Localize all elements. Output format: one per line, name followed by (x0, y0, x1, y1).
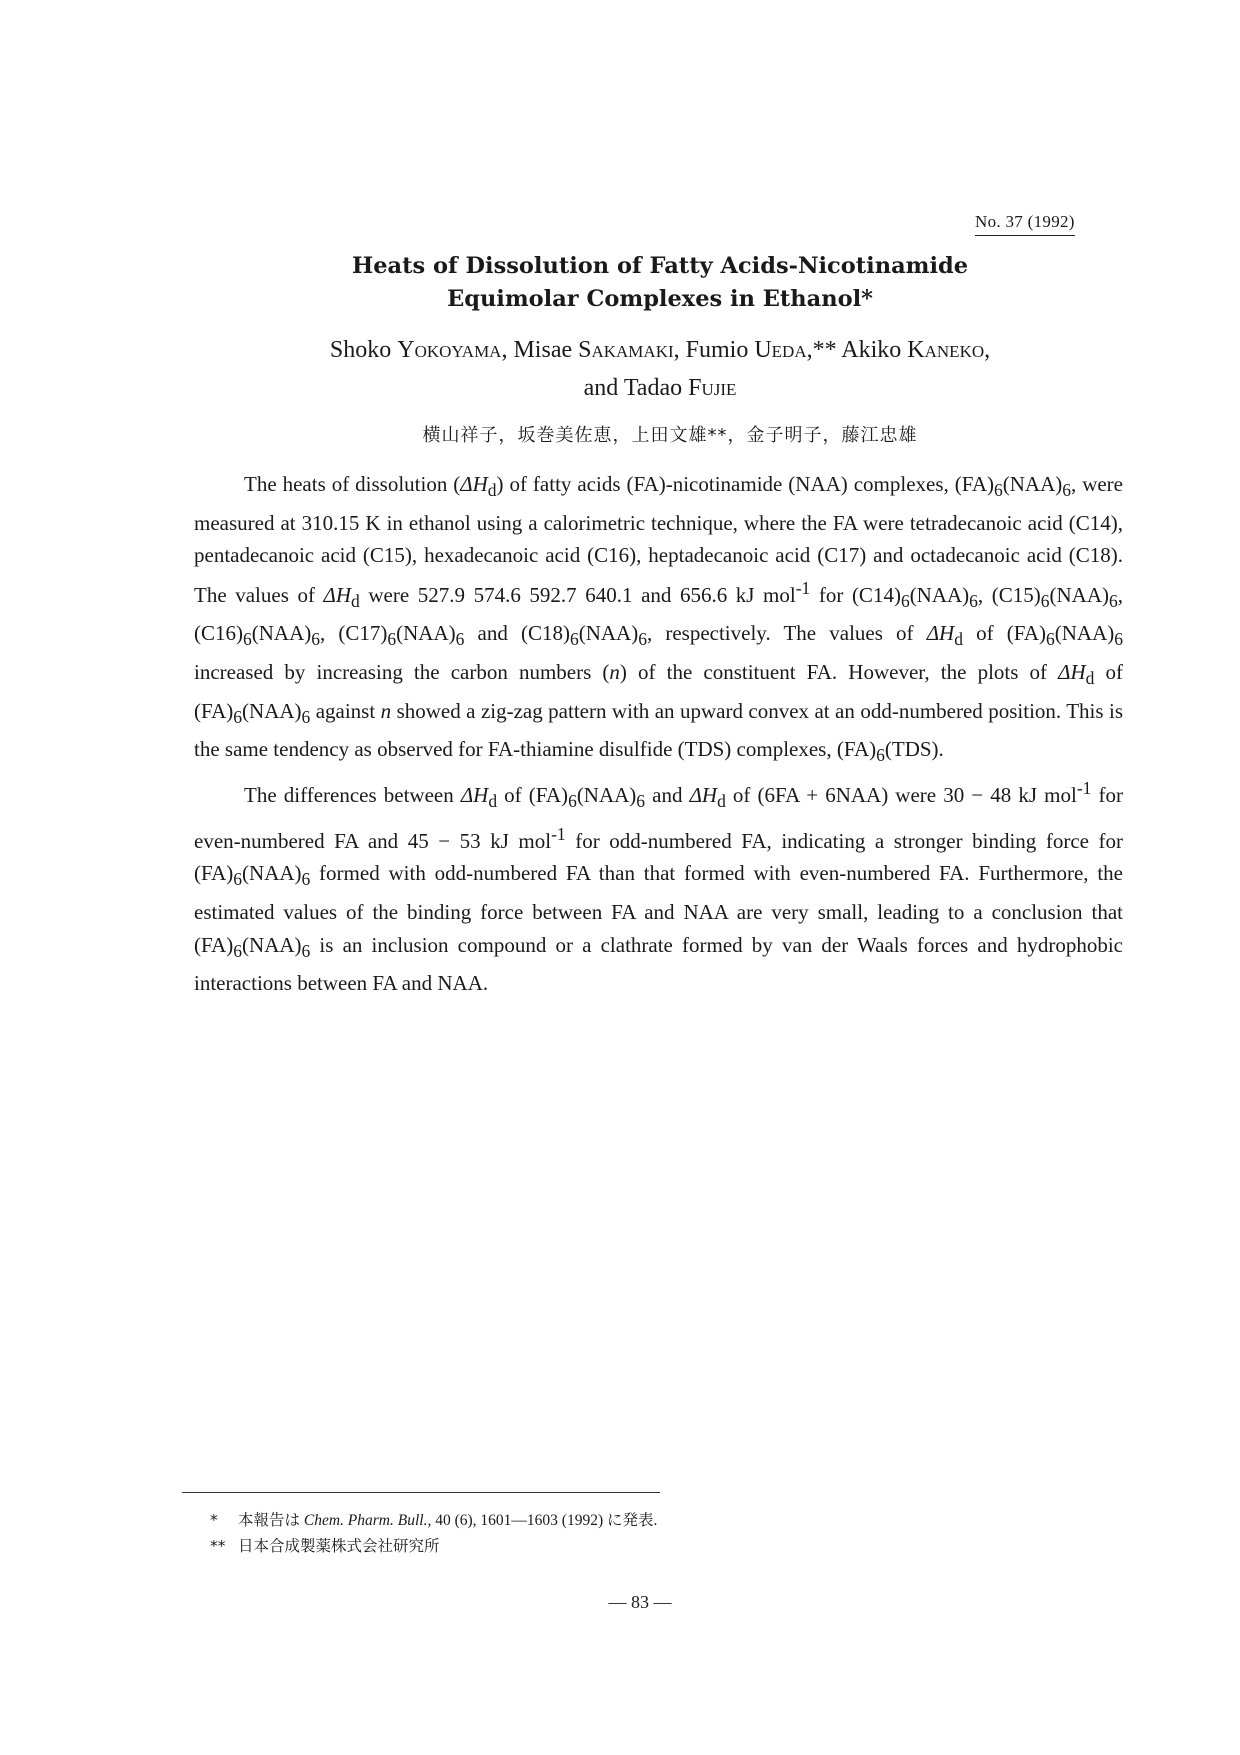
subscript: 6 (1062, 480, 1071, 501)
subscript: 6 (311, 629, 320, 650)
title-line-1: Heats of Dissolution of Fatty Acids-Nicotinamide (351, 253, 969, 279)
author-first-name: Fumio (685, 337, 749, 363)
subscript: 6 (301, 706, 311, 727)
author-surname: Sakamaki (578, 337, 674, 363)
delta-h-symbol: ΔH (460, 783, 489, 808)
subscript: 6 (568, 791, 577, 812)
title-line-2: Equimolar Complexes in Ethanol* (447, 286, 873, 312)
subscript: 6 (233, 869, 243, 890)
text: ) of the constituent FA. However, the plots of (619, 660, 1059, 685)
text: were 527.9 574.6 592.7 640.1 and 656.6 kJ mol (359, 582, 796, 607)
delta-h-symbol: ΔH (1058, 660, 1086, 685)
text: (NAA) (1054, 621, 1115, 646)
subscript: d (1085, 668, 1095, 689)
abstract-paragraph-2 (194, 772, 1123, 1000)
subscript: 6 (900, 590, 910, 611)
text: The heats of dissolution ( (244, 472, 461, 496)
subscript: d (488, 791, 498, 812)
text: (NAA) (576, 783, 637, 808)
text: of (FA) (497, 783, 569, 808)
author-surname: Kaneko (907, 337, 985, 363)
author-surname: Fujie (688, 375, 737, 401)
text: is an inclusion compound or a clathrate formed by van der Waals forces and hydrophobic interactions between FA and NAA. (194, 932, 1123, 996)
text: , (C16) (194, 582, 1123, 646)
issue-number: No. 37 (1992) (975, 212, 1075, 236)
author-list (180, 331, 1140, 407)
delta-h-symbol: ΔH (323, 582, 352, 607)
abstract-paragraph-1 (194, 468, 1123, 772)
text: (NAA) (909, 582, 970, 607)
footnote-1 (210, 1509, 657, 1532)
subscript: 6 (569, 629, 579, 650)
subscript: 6 (455, 629, 465, 650)
subscript: 6 (301, 869, 311, 890)
text: increased by increasing the carbon numbers ( (194, 660, 610, 685)
text: (NAA) (242, 932, 302, 957)
variable-n: n (609, 660, 620, 685)
text: , (C15) (977, 582, 1041, 607)
subscript: 6 (994, 480, 1003, 501)
author-joiner: and (583, 375, 619, 401)
subscript: 6 (636, 791, 646, 812)
footnote-text: 本報告は (238, 1512, 301, 1529)
journal-reference: 40 (6), 1601—1603 (1992) (435, 1512, 604, 1529)
text: (NAA) (251, 621, 312, 646)
text: , (C17) (319, 621, 388, 646)
text: (NAA) (1049, 582, 1109, 607)
superscript: -1 (1076, 778, 1092, 799)
footnote-text: 日本合成製薬株式会社研究所 (238, 1538, 440, 1555)
author-surname: Ueda (754, 337, 807, 363)
text: (NAA) (396, 621, 456, 646)
text: of (FA) (962, 621, 1046, 646)
text: The differences between (244, 783, 461, 808)
author-first-name: Misae (513, 337, 573, 363)
text: and (C18) (464, 621, 570, 646)
subscript: d (351, 590, 360, 611)
authors-line-1: Shoko Yokoyama, Misae Sakamaki, Fumio Ueda,** Akiko Kaneko, (329, 337, 991, 363)
subscript: 6 (243, 629, 252, 650)
text: for even-numbered FA and 45 − 53 kJ mol (194, 783, 1123, 853)
delta-h-symbol: ΔH (460, 472, 488, 496)
delta-h-symbol: ΔH (926, 621, 955, 646)
subscript: d (487, 480, 497, 501)
superscript: -1 (795, 577, 811, 598)
footnote-2 (210, 1535, 440, 1558)
author-first-name: Tadao (623, 375, 683, 401)
text: and (645, 783, 690, 808)
text: (NAA) (242, 861, 302, 886)
subscript: 6 (1108, 590, 1118, 611)
affiliation-mark: ** (812, 337, 837, 363)
text: for (C14) (810, 582, 901, 607)
subscript: 6 (1114, 629, 1123, 650)
subscript: 6 (969, 590, 978, 611)
superscript: -1 (551, 823, 566, 844)
text: (NAA) (1002, 472, 1063, 496)
subscript: 6 (387, 629, 397, 650)
text: , were measured at 310.15 K in ethanol using a calorimetric technique, where the FA were tetradecanoic acid (C14), pentadecanoic acid (C15), hexadecanoic acid (C16), heptadecanoic acid (C17) and octadecanoic acid (C18). The values of (194, 472, 1124, 607)
journal-name: Chem. Pharm. Bull., (303, 1512, 432, 1529)
abstract (194, 468, 1123, 1000)
text: showed a zig-zag pattern with an upward convex at an odd-numbered position. This is the same tendency as observed for FA-thiamine disulfide (TDS) complexes, (FA) (194, 698, 1123, 762)
japanese-author-list: 横山祥子，坂巻美佐恵，上田文雄**，金子明子，藤江忠雄 (422, 425, 918, 446)
text: (TDS). (884, 737, 944, 762)
footnote-mark: * (210, 1511, 218, 1529)
delta-h-symbol: ΔH (689, 783, 718, 808)
text: for odd-numbered FA, indicating a stronger binding force for (FA) (194, 828, 1123, 886)
author-first-name: Akiko (841, 337, 902, 363)
variable-n: n (380, 698, 392, 723)
text: of (6FA + 6NAA) were 30 − 48 kJ mol (725, 783, 1077, 808)
subscript: 6 (1046, 629, 1055, 650)
author-first-name: Shoko (329, 337, 392, 363)
text: (NAA) (242, 698, 302, 723)
subscript: 6 (233, 706, 243, 727)
subscript: 6 (1040, 590, 1050, 611)
text: ) of fatty acids (FA)-nicotinamide (NAA) complexes, (FA) (496, 472, 995, 496)
subscript: 6 (638, 629, 647, 650)
text: , respectively. The values of (646, 621, 927, 646)
text: formed with odd-numbered FA than that formed with even-numbered FA. Furthermore, the estimated values of the binding force between FA and NAA are very small, leading to a conclusion that (FA) (194, 861, 1123, 957)
text: of (FA) (194, 660, 1123, 723)
subscript: 6 (876, 745, 885, 766)
paper-title (220, 250, 1100, 316)
author-surname: Yokoyama (397, 337, 502, 363)
text: (NAA) (578, 621, 639, 646)
text: against (310, 698, 381, 723)
subscript: 6 (301, 940, 311, 961)
subscript: d (717, 791, 726, 812)
footnote-mark: ** (210, 1537, 226, 1555)
authors-line-2 (180, 369, 1140, 407)
page-number: — 83 — (608, 1592, 672, 1612)
footnote-rule (182, 1492, 660, 1493)
subscript: 6 (233, 940, 243, 961)
subscript: d (954, 629, 963, 650)
footnote-text: に発表. (606, 1512, 658, 1529)
